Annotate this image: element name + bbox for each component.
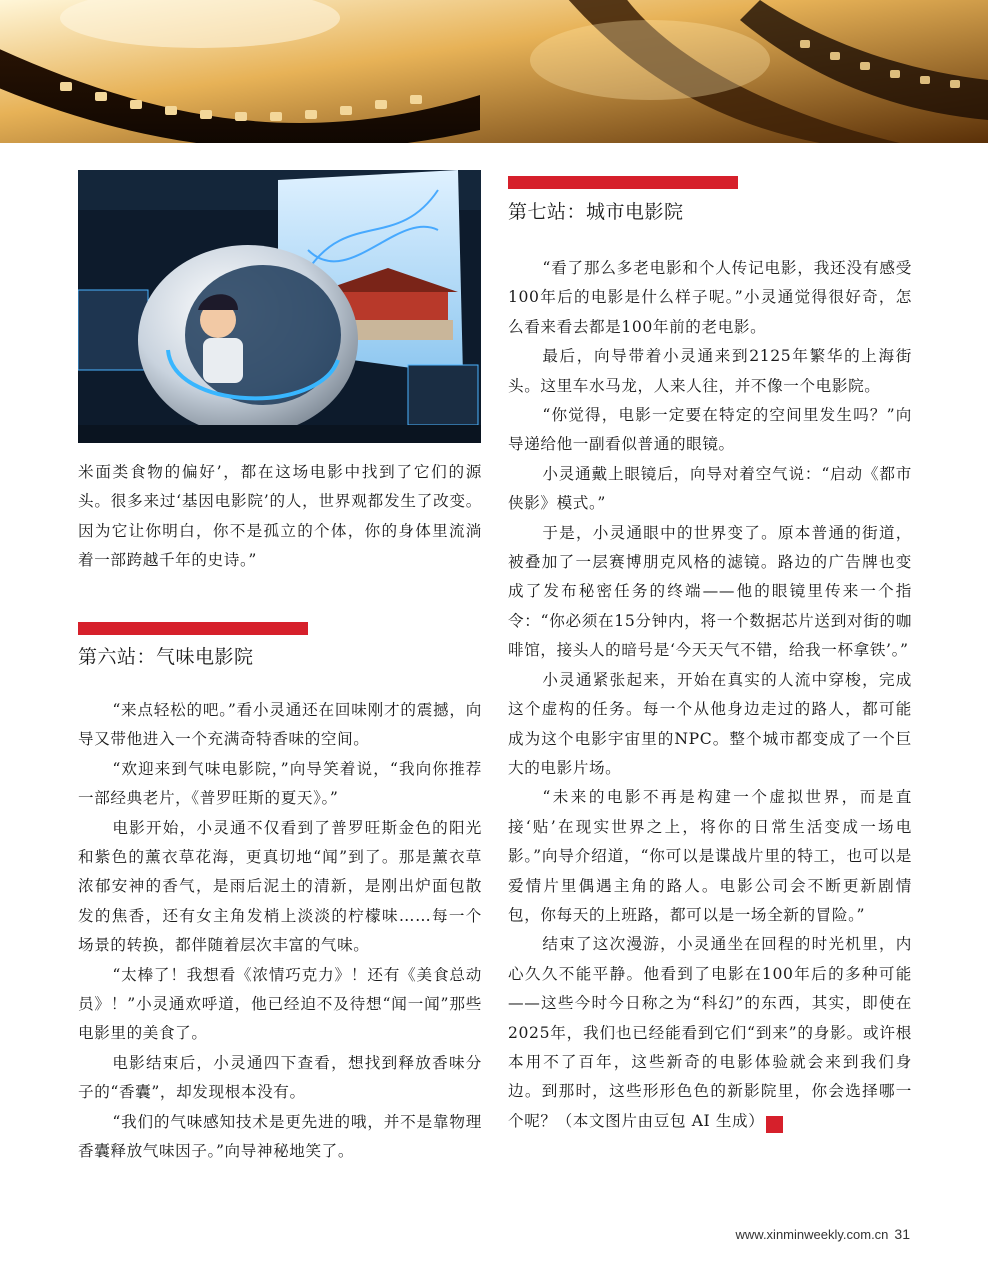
footer-url: www.xinminweekly.com.cn — [735, 1227, 889, 1242]
section-six-bar — [78, 622, 308, 635]
paragraph: “来点轻松的吧。”看小灵通还在回味刚才的震撼，向导又带他进入一个充满奇特香味的空间。 — [78, 701, 482, 749]
final-paragraph-text: 结束了这次漫游，小灵通坐在回程的时光机里，内心久久不能平静。他看到了电影在100年后的多种可能——这些今时今日称之为“科幻”的东西，其实，即使在2025年，我们也已经能看到它们“到来”的身影。或许根本用不了百年，这些新奇的电影体验就会来到我们身边。到那时，这些形形色色的新影院里，你会选择哪一个呢？（本文图片由豆包 AI 生成） — [508, 935, 912, 1130]
left-column-continuation — [78, 458, 482, 576]
right-column-body — [508, 254, 912, 1136]
section-seven-title: 第七站：城市电影院 — [508, 201, 684, 223]
paragraph: “我们的气味感知技术是更先进的哦，并不是靠物理香囊释放气味因子。”向导神秘地笑了。 — [78, 1112, 482, 1161]
paragraph: 小灵通戴上眼镜后，向导对着空气说：“启动《都市侠影》模式。” — [508, 464, 912, 513]
page-footer — [736, 1226, 911, 1242]
section-seven-bar — [508, 176, 738, 189]
paragraph: 最后，向导带着小灵通来到2125年繁华的上海街头。这里车水马龙，人来人往，并不像一个电影院。 — [508, 347, 912, 395]
paragraph: 小灵通紧张起来，开始在真实的人流中穿梭，完成这个虚构的任务。每一个从他身边走过的路人，都可能成为这个电影宇宙里的NPC。整个城市都变成了一个巨大的电影片场。 — [508, 670, 912, 777]
section-six-title: 第六站：气味电影院 — [78, 646, 254, 668]
paragraph: “太棒了！我想看《浓情巧克力》！还有《美食总动员》！”小灵通欢呼道，他已经迫不及待想“闻一闻”那些电影里的美食了。 — [78, 965, 482, 1043]
paragraph: “未来的电影不再是构建一个虚拟世界，而是直接‘贴’在现实世界之上，将你的日常生活变成一场电影。”向导介绍道，“你可以是谍战片里的特工，也可以是爱情片里偶遇主角的路人。电影公司会不断更新剧情包，你每天的上班路，都可以是一场全新的冒险。” — [508, 788, 912, 924]
paragraph: “你觉得，电影一定要在特定的空间里发生吗？”向导递给他一副看似普通的眼镜。 — [508, 406, 912, 454]
page-number: 31 — [894, 1226, 910, 1242]
top-banner-image — [0, 0, 988, 143]
cinema-pod-illustration — [78, 170, 481, 443]
paragraph: “欢迎来到气味电影院，”向导笑着说，“我向你推荐一部经典老片，《普罗旺斯的夏天》。” — [78, 759, 482, 808]
final-paragraph — [508, 930, 912, 1136]
paragraph: 电影开始，小灵通不仅看到了普罗旺斯金色的阳光和紫色的薰衣草花海，更真切地“闻”到了。那是薰衣草浓郁安神的香气，是雨后泥土的清新，是刚出炉面包散发的焦香，还有女主角发梢上淡淡的柠檬味……每一个场景的转换，都伴随着层次丰富的气味。 — [78, 818, 482, 955]
paragraph: “看了那么多老电影和个人传记电影，我还没有感受100年后的电影是什么样子呢。”小灵通觉得很好奇，怎么看来看去都是100年前的老电影。 — [508, 259, 912, 336]
continuation-paragraph: 米面类食物的偏好’，都在这场电影中找到了它们的源头。很多来过‘基因电影院’的人，世界观都发生了改变。因为它让你明白，你不是孤立的个体，你的身体里流淌着一部跨越千年的史诗。” — [78, 463, 482, 570]
paragraph: 于是，小灵通眼中的世界变了。原本普通的街道，被叠加了一层赛博朋克风格的滤镜。路边的广告牌也变成了发布秘密任务的终端——他的眼镜里传来一个指令：“你必须在15分钟内，将一个数据芯片送到对街的咖啡馆，接头人的暗号是‘今天天气不错，给我一杯拿铁’。” — [508, 523, 912, 660]
left-column-body — [78, 696, 482, 1167]
end-mark-icon: 民 — [766, 1116, 783, 1133]
paragraph: 电影结束后，小灵通四下查看，想找到释放香味分子的“香囊”，却发现根本没有。 — [78, 1053, 482, 1102]
